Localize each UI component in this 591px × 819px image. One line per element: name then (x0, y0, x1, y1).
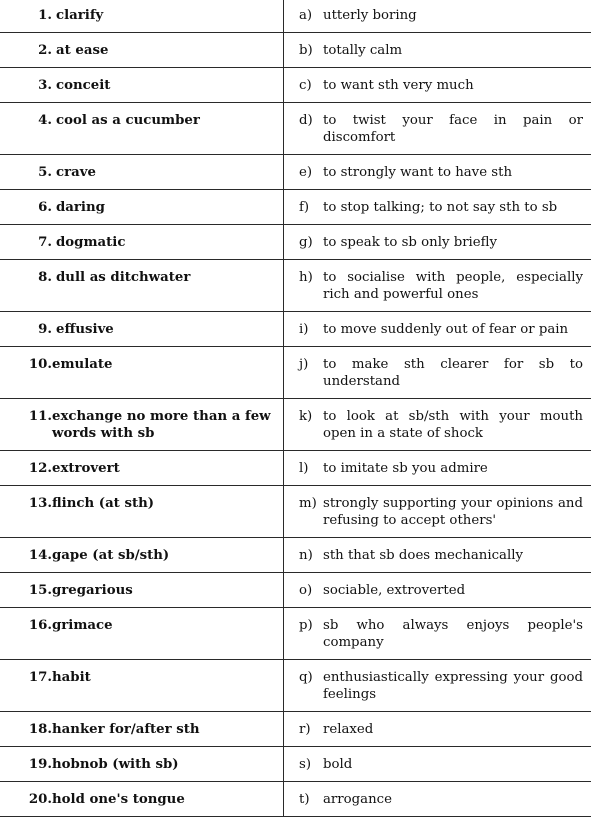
term-number: 2. (0, 42, 52, 59)
definition-letter: b) (284, 42, 323, 59)
term-entry (0, 408, 277, 442)
definition-cell (284, 155, 591, 190)
definition-text: utterly boring (323, 7, 583, 24)
definition-letter: f) (284, 199, 323, 216)
definition-letter: q) (284, 669, 323, 703)
term-cell (0, 712, 284, 747)
term-number: 10. (0, 356, 52, 373)
definition-letter: s) (284, 756, 323, 773)
term-number: 14. (0, 547, 52, 564)
definition-cell (284, 538, 591, 573)
table-row (0, 573, 591, 608)
definition-cell (284, 68, 591, 103)
term-entry (0, 7, 277, 24)
definition-cell (284, 573, 591, 608)
definition-letter: e) (284, 164, 323, 181)
definition-entry (284, 617, 583, 651)
definition-text: to speak to sb only briefly (323, 234, 583, 251)
term-number: 3. (0, 77, 52, 94)
definition-cell (284, 103, 591, 155)
definition-text: to make sth clearer for sb to understand (323, 356, 583, 390)
term-cell (0, 399, 284, 451)
definition-entry (284, 77, 583, 94)
definition-cell (284, 312, 591, 347)
term-text: gape (at sb/sth) (52, 547, 277, 564)
term-number: 11. (0, 408, 52, 442)
term-text: hold one's tongue (52, 791, 277, 808)
definition-entry (284, 669, 583, 703)
term-cell (0, 33, 284, 68)
term-cell (0, 573, 284, 608)
term-entry (0, 460, 277, 477)
table-row (0, 103, 591, 155)
definition-letter: a) (284, 7, 323, 24)
definition-text: to imitate sb you admire (323, 460, 583, 477)
definition-letter: p) (284, 617, 323, 651)
definition-letter: t) (284, 791, 323, 808)
term-text: exchange no more than a few words with sb (52, 408, 277, 442)
term-entry (0, 164, 277, 181)
table-row (0, 155, 591, 190)
definition-cell (284, 0, 591, 33)
term-cell (0, 0, 284, 33)
term-text: clarify (52, 7, 277, 24)
term-entry (0, 721, 277, 738)
table-row (0, 0, 591, 33)
definition-text: to twist your face in pain or discomfort (323, 112, 583, 146)
definition-entry (284, 756, 583, 773)
definition-entry (284, 791, 583, 808)
term-text: extrovert (52, 460, 277, 477)
definition-entry (284, 42, 583, 59)
term-cell (0, 451, 284, 486)
definition-letter: o) (284, 582, 323, 599)
definition-cell (284, 712, 591, 747)
term-cell (0, 486, 284, 538)
definition-letter: i) (284, 321, 323, 338)
term-number: 12. (0, 460, 52, 477)
definition-cell (284, 347, 591, 399)
definition-text: relaxed (323, 721, 583, 738)
definition-entry (284, 721, 583, 738)
term-entry (0, 791, 277, 808)
definition-letter: h) (284, 269, 323, 303)
definition-text: to move suddenly out of fear or pain (323, 321, 583, 338)
term-text: dogmatic (52, 234, 277, 251)
term-entry (0, 617, 277, 634)
table-row (0, 486, 591, 538)
term-number: 16. (0, 617, 52, 634)
definition-entry (284, 199, 583, 216)
definition-letter: l) (284, 460, 323, 477)
definition-entry (284, 112, 583, 146)
term-entry (0, 42, 277, 59)
term-cell (0, 608, 284, 660)
definition-cell (284, 190, 591, 225)
term-number: 8. (0, 269, 52, 286)
term-number: 17. (0, 669, 52, 686)
definition-text: to stop talking; to not say sth to sb (323, 199, 583, 216)
definition-entry (284, 7, 583, 24)
definition-cell (284, 260, 591, 312)
definition-text: bold (323, 756, 583, 773)
definition-letter: d) (284, 112, 323, 146)
term-number: 15. (0, 582, 52, 599)
definition-entry (284, 408, 583, 442)
term-text: habit (52, 669, 277, 686)
term-number: 1. (0, 7, 52, 24)
term-cell (0, 103, 284, 155)
definition-text: totally calm (323, 42, 583, 59)
table-row (0, 712, 591, 747)
term-text: effusive (52, 321, 277, 338)
definition-entry (284, 547, 583, 564)
definition-letter: j) (284, 356, 323, 390)
term-entry (0, 112, 277, 129)
term-number: 20. (0, 791, 52, 808)
definition-letter: g) (284, 234, 323, 251)
table-row (0, 347, 591, 399)
definition-text: sociable, extroverted (323, 582, 583, 599)
term-text: gregarious (52, 582, 277, 599)
term-text: hanker for/after sth (52, 721, 277, 738)
term-entry (0, 199, 277, 216)
table-row (0, 451, 591, 486)
term-entry (0, 547, 277, 564)
table-row (0, 312, 591, 347)
definition-entry (284, 495, 583, 529)
term-text: daring (52, 199, 277, 216)
term-cell (0, 747, 284, 782)
definition-letter: c) (284, 77, 323, 94)
definition-entry (284, 582, 583, 599)
term-number: 7. (0, 234, 52, 251)
definition-letter: m) (284, 495, 323, 529)
definition-text: sb who always enjoys people's company (323, 617, 583, 651)
table-row (0, 260, 591, 312)
definition-cell (284, 451, 591, 486)
term-cell (0, 660, 284, 712)
term-cell (0, 312, 284, 347)
term-entry (0, 321, 277, 338)
definition-text: to strongly want to have sth (323, 164, 583, 181)
definition-cell (284, 225, 591, 260)
definition-cell (284, 747, 591, 782)
term-entry (0, 582, 277, 599)
term-number: 5. (0, 164, 52, 181)
definition-cell (284, 486, 591, 538)
term-cell (0, 155, 284, 190)
term-text: crave (52, 164, 277, 181)
definition-letter: r) (284, 721, 323, 738)
definition-letter: n) (284, 547, 323, 564)
definition-text: to socialise with people, especially rich and powerful ones (323, 269, 583, 303)
definition-entry (284, 460, 583, 477)
table-row (0, 660, 591, 712)
definition-entry (284, 234, 583, 251)
definition-text: to want sth very much (323, 77, 583, 94)
term-entry (0, 495, 277, 512)
definition-entry (284, 164, 583, 181)
term-cell (0, 538, 284, 573)
table-row (0, 538, 591, 573)
term-number: 18. (0, 721, 52, 738)
definition-entry (284, 321, 583, 338)
table-row (0, 747, 591, 782)
definition-cell (284, 782, 591, 817)
term-cell (0, 225, 284, 260)
term-number: 19. (0, 756, 52, 773)
term-entry (0, 669, 277, 686)
table-row (0, 399, 591, 451)
definition-cell (284, 33, 591, 68)
term-text: cool as a cucumber (52, 112, 277, 129)
term-number: 13. (0, 495, 52, 512)
table-row (0, 190, 591, 225)
definition-entry (284, 356, 583, 390)
term-number: 6. (0, 199, 52, 216)
term-entry (0, 356, 277, 373)
term-text: flinch (at sth) (52, 495, 277, 512)
term-text: emulate (52, 356, 277, 373)
term-cell (0, 190, 284, 225)
definition-cell (284, 608, 591, 660)
term-entry (0, 269, 277, 286)
definition-text: sth that sb does mechanically (323, 547, 583, 564)
table-row (0, 608, 591, 660)
term-text: dull as ditchwater (52, 269, 277, 286)
term-cell (0, 347, 284, 399)
definition-text: enthusiastically expressing your good feelings (323, 669, 583, 703)
term-entry (0, 77, 277, 94)
definition-letter: k) (284, 408, 323, 442)
term-text: grimace (52, 617, 277, 634)
table-row (0, 33, 591, 68)
term-cell (0, 782, 284, 817)
definition-text: arrogance (323, 791, 583, 808)
definition-text: to look at sb/sth with your mouth open in a state of shock (323, 408, 583, 442)
term-cell (0, 260, 284, 312)
term-number: 9. (0, 321, 52, 338)
term-entry (0, 756, 277, 773)
table-row (0, 68, 591, 103)
definition-cell (284, 399, 591, 451)
term-text: at ease (52, 42, 277, 59)
term-cell (0, 68, 284, 103)
term-number: 4. (0, 112, 52, 129)
term-text: hobnob (with sb) (52, 756, 277, 773)
definition-text: strongly supporting your opinions and refusing to accept others' (323, 495, 583, 529)
definition-cell (284, 660, 591, 712)
table-row (0, 225, 591, 260)
term-text: conceit (52, 77, 277, 94)
term-entry (0, 234, 277, 251)
table-row (0, 782, 591, 817)
definition-entry (284, 269, 583, 303)
